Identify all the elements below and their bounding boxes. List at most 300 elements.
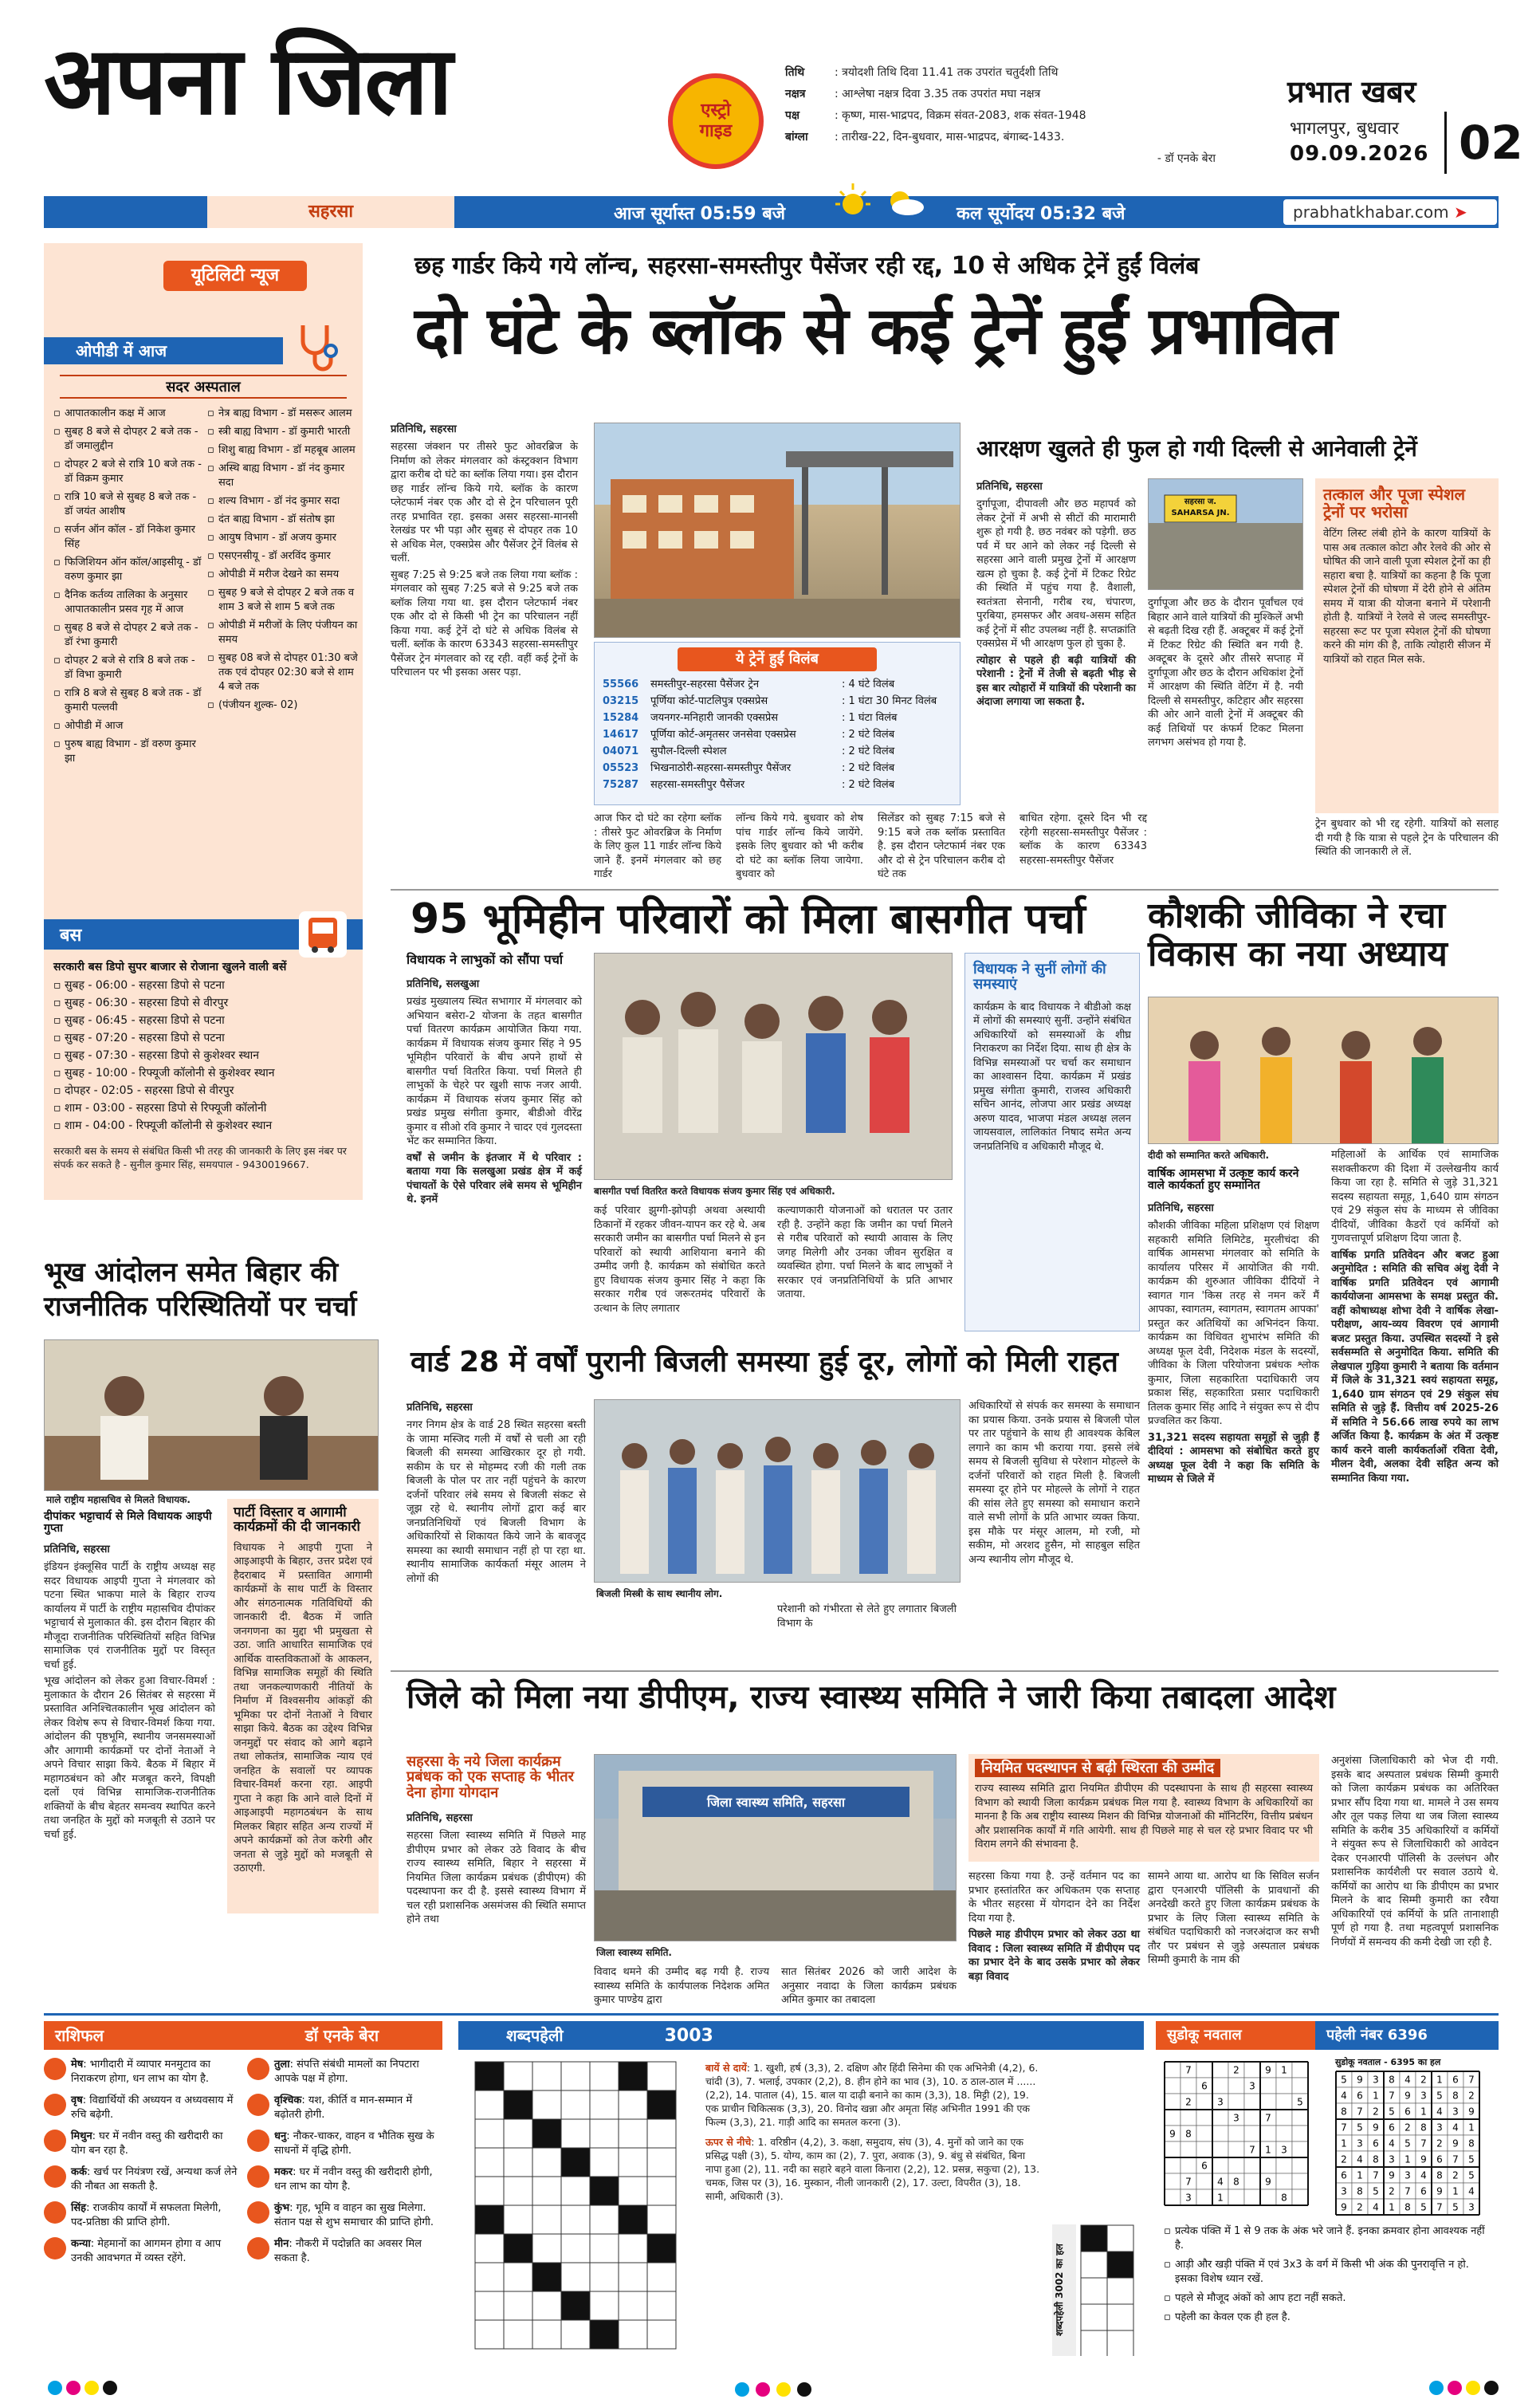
sudoku-cell[interactable]	[1228, 2189, 1244, 2205]
rashi-text: : विद्यार्थियों की अध्ययन व अध्यवसाय में रुचि बढ़ेगी.	[71, 2094, 234, 2121]
train-name: सहरसा-समस्तीपुर पैसेंजर	[650, 779, 745, 791]
sudoku-digit: 9	[1341, 2201, 1347, 2213]
crossword-cell[interactable]	[532, 2177, 561, 2205]
sudoku-cell[interactable]	[1228, 2126, 1244, 2142]
sudoku-digit: 7	[1249, 2144, 1255, 2156]
hunger-headline: भूख आंदोलन समेत बिहार की राजनीतिक परिस्थितियों पर चर्चा	[44, 1257, 357, 1323]
sudoku-digit: 4	[1357, 2153, 1363, 2165]
crossword-cell[interactable]	[619, 2263, 647, 2291]
crossword-cell[interactable]	[1081, 2252, 1107, 2278]
sudoku-cell[interactable]	[1260, 2189, 1276, 2205]
crossword-cell[interactable]	[504, 2177, 532, 2205]
crossword-cell[interactable]	[647, 2320, 676, 2349]
rashi-right	[247, 2058, 442, 2273]
crossword-cell[interactable]	[561, 2177, 590, 2205]
crossword-cell[interactable]	[619, 2320, 647, 2349]
sudoku-digit: 1	[1389, 2201, 1395, 2213]
sudoku-digit: 8	[1233, 2176, 1239, 2188]
crossword-cell	[475, 2062, 504, 2090]
crossword-cell[interactable]	[647, 2291, 676, 2320]
crossword-cell[interactable]	[561, 2234, 590, 2263]
sudoku-digit: 4	[1389, 2138, 1395, 2149]
crossword-cell[interactable]	[647, 2263, 676, 2291]
opd-item: ▫ शल्य विभाग - डॉ नंद कुमार सदा	[207, 494, 359, 509]
crossword-cell[interactable]	[475, 2177, 504, 2205]
crossword-cell[interactable]	[504, 2205, 532, 2234]
sudoku-digit: 7	[1357, 2106, 1363, 2118]
sudoku-cell[interactable]	[1165, 2173, 1181, 2189]
sudoku-cell[interactable]	[1244, 2110, 1260, 2126]
rashi-sign: वृष	[71, 2094, 83, 2106]
zodiac-icon	[44, 2094, 66, 2116]
train-name: भिखनाठोरी-सहरसा-समस्तीपुर पैसेंजर	[650, 762, 792, 774]
sudoku-digit: 6	[1373, 2138, 1379, 2149]
train-delay-table	[594, 642, 961, 805]
sudoku-digit: 5	[1373, 2185, 1379, 2197]
panchang-key: बांग्ला	[785, 131, 808, 144]
land-headline: 95 भूमिहीन परिवारों को मिला बासगीत पर्चा	[411, 895, 1086, 943]
station-sign: सहरसा ज. SAHARSA JN.	[1171, 498, 1230, 517]
crossword-cell	[619, 2205, 647, 2234]
crossword-cell[interactable]	[504, 2062, 532, 2090]
sudoku-digit: 2	[1373, 2106, 1379, 2118]
crossword-cell[interactable]	[475, 2320, 504, 2349]
rashi-item	[44, 2058, 239, 2086]
lead-bottom: आज फिर दो घंटे का रहेगा ब्लॉक : तीसरे फुट ओवरब्रिज के निर्माण के लिए कुल 11 गार्डर लॉन्च किये जाने हैं. इनमें मंगलवार को छह गार्डर लॉन्च किये गये. बुधवार को शेष पांच गार्डर लॉन्च किये जायेंगे. इसके लिए बुधवार को भी करीब दो घंटे का ब्लॉक लिया जायेगा. बुधवार को सिलेंडर को सुबह 7:15 बजे से 9:15 बजे तक ब्लॉक प्रस्तावित है. इस दौरान प्लेटफार्म नंबर एक और दो से ट्रेन परिचालन करीब दो घंटे तक बाधित रहेगा. दूसरे दिन भी रद्द रहेगी सहरसा-समस्तीपुर पैसेंजर : ब्लॉक के कारण 63343 सहरसा-समस्तीपुर पैसेंजर	[594, 812, 1147, 880]
panchang-value: : आश्लेषा नक्षत्र दिवा 3.35 तक उपरांत मघा नक्षत्र	[835, 88, 1041, 100]
sudoku-digit: 9	[1169, 2128, 1176, 2140]
reservation-headline: आरक्षण खुलते ही फुल हो गयी दिल्ली से आनेवाली ट्रेनें	[976, 435, 1417, 462]
crossword-cell[interactable]	[561, 2119, 590, 2148]
sudoku-cell[interactable]	[1228, 2078, 1244, 2094]
sudoku-digit: 7	[1373, 2169, 1379, 2181]
sudoku-digit: 4	[1468, 2185, 1475, 2197]
rashi-sign: कन्या	[71, 2238, 91, 2250]
sudoku-cell[interactable]	[1260, 2157, 1276, 2173]
train-delay: : 1 घंटा विलंब	[842, 712, 898, 724]
train-name: पूर्णिया कोर्ट-अमृतसर जनसेवा एक्सप्रेस	[650, 729, 796, 741]
crossword-cell[interactable]	[619, 2234, 647, 2263]
crossword-cell[interactable]	[590, 2263, 619, 2291]
sudoku-digit: 2	[1468, 2090, 1475, 2102]
sudoku	[1156, 2021, 1499, 2372]
sudoku-digit: 7	[1468, 2074, 1475, 2086]
sudoku-rule: ▫ प्रत्येक पंक्ति में 1 से 9 तक के अंक भरे जाने हैं. इनका क्रमवार होना आवश्यक नहीं है.	[1164, 2224, 1491, 2253]
crossword-cell[interactable]	[504, 2263, 532, 2291]
land-caption: बासगीत पर्चा वितरित करते विधायक संजय कुमार सिंह एवं अधिकारी.	[594, 1186, 835, 1197]
sudoku-digit: 7	[1436, 2201, 1443, 2213]
lead-photo	[594, 423, 961, 638]
crossword-cell[interactable]	[532, 2291, 561, 2320]
train-number: 05523	[603, 762, 639, 774]
utility-title: यूटिलिटी न्यूज	[163, 261, 307, 291]
land-col2: कई परिवार झुग्गी-झोपड़ी अथवा अस्थायी ठिकानों में रहकर जीवन-यापन कर रहे थे. अब सरकारी जमीन का बासगीत पर्चा मिलने से इन परिवारों को स्थायी आशियाना बनाने की उम्मीद जगी है. कार्यक्रम को संबोधित करते हुए विधायक संजय कुमार सिंह ने कहा कि सरकार गरीब एवं जरूरतमंद परिवारों के उत्थान के लिए लगातार	[594, 1205, 765, 1315]
sudoku-cell[interactable]	[1212, 2126, 1228, 2142]
opd-title: ओपीडी में आज	[44, 337, 283, 364]
sudoku-cell[interactable]	[1292, 2189, 1308, 2205]
table-title: ये ट्रेनें हुईं विलंब	[678, 647, 877, 671]
crossword-cell[interactable]	[1081, 2278, 1107, 2304]
sudoku-cell[interactable]	[1292, 2142, 1308, 2157]
sudoku-cell[interactable]	[1165, 2078, 1181, 2094]
crossword-cell[interactable]	[561, 2320, 590, 2349]
crossword-cell[interactable]	[475, 2148, 504, 2177]
crossword-cell[interactable]	[532, 2148, 561, 2177]
opd-item: ▫ ओपीडी में आज	[53, 719, 205, 734]
crossword-cell[interactable]	[647, 2205, 676, 2234]
electric-caption: बिजली मिस्त्री के साथ स्थानीय लोग.	[596, 1588, 723, 1599]
sudoku-digit: 5	[1436, 2090, 1443, 2102]
sudoku-cell[interactable]	[1181, 2110, 1196, 2126]
crossword-cell[interactable]	[590, 2205, 619, 2234]
sudoku-digit: 3	[1281, 2144, 1287, 2156]
sudoku-digit: 1	[1357, 2169, 1363, 2181]
opd-item: ▫ दैनिक कर्तव्य तालिका के अनुसार आपातकालीन प्रसव गृह में आज	[53, 588, 205, 617]
crossword-cell[interactable]	[475, 2263, 504, 2291]
land-col1: विधायक ने लाभुकों को सौंपा पर्चा प्रतिनिधि, सलखुआ प्रखंड मुख्यालय स्थित सभागार में मंगलवार को अभियान बसेरा-2 योजना के तहत बासगीत पर्चा वितरण कार्यक्रम आयोजित किया गया. कार्यक्रम में विधायक संजय कुमार सिंह ने 95 भूमिहीन परिवारों के बीच अपने हाथों से बासगीत पर्चा वितरित किया. पर्चा मिलते ही लाभुकों के चेहरे पर खुशी साफ नजर आयी. कार्यक्रम में विधायक संजय कुमार सिंह को प्रखंड प्रमुख संगीता कुमार, बीडीओ वीरेंद्र कुमार व सीओ रवि कुमार ने चादर एवं गुलदस्ता भेंट कर सम्मानित किया. वर्षों से जमीन के इंतजार में थे परिवार : बताया गया कि सलखुआ प्रखंड क्षेत्र में कई पंचायतों के ऐसे परिवार लंबे समय से भूमिहीन थे. इनमें	[407, 952, 582, 1206]
crossword-cell[interactable]	[504, 2291, 532, 2320]
kaushiki-caption: दीदी को सम्मानित करते अधिकारी.	[1148, 1150, 1270, 1161]
sudoku-digit: 4	[1404, 2074, 1411, 2086]
sudoku-cell[interactable]	[1181, 2142, 1196, 2157]
sudoku-digit: 7	[1265, 2112, 1271, 2124]
sudoku-cell[interactable]	[1228, 2157, 1244, 2173]
train-delay: : 2 घंटे विलंब	[842, 745, 895, 757]
sudoku-cell[interactable]	[1276, 2126, 1292, 2142]
electric-col4: अधिकारियों से संपर्क कर समस्या के समाधान का प्रयास किया. उनके प्रयास से बिजली पोल पर तार पहुंचाने के साथ ही आवश्यक केबिल लगाने का काम भी कराया गया. इससे लंबे समय से बिजली सुविधा से परेशान मोहल्ले के दर्जनों परिवारों को राहत मिली है. बिजली समस्या दूर होने पर मोहल्ले के लोगों ने राहत की सांस लेते हुए समस्या को समाधान कराने वाले सभी लोगों के प्रति आभार व्यक्त किया. इस मौके पर मंसूर आलम, मो रजी, मो सकीम, मो अरशद हुसैन, मो साहबुल सहित अन्य स्थानीय लोग मौजूद थे.	[968, 1400, 1140, 1566]
crossword-cell[interactable]	[619, 2148, 647, 2177]
crossword-cell[interactable]	[590, 2119, 619, 2148]
crossword-cell[interactable]	[1107, 2304, 1133, 2330]
sudoku-digit: 5	[1357, 2122, 1363, 2134]
sudoku-cell[interactable]	[1228, 2142, 1244, 2157]
hunger-col1: दीपांकर भट्टाचार्य से मिले विधायक आइपी गुप्ता प्रतिनिधि, सहरसा इंडियन इंक्लूसिव पार्टी के राष्ट्रीय अध्यक्ष सह सदर विधायक आइपी गुप्ता ने मंगलवार को पटना स्थित भाकपा माले के बिहार राज्य कार्यालय में पार्टी के राष्ट्रीय महासचिव दीपांकर भट्टाचार्य से मुलाकात की. इस दौरान बिहार की मौजूदा राजनीतिक परिस्थितियों सहित विभिन्न सामाजिक एवं राजनीतिक मुद्दों पर विस्तृत चर्चा हुई. भूख आंदोलन को लेकर हुआ विचार-विमर्श : मुलाकात के दौरान 26 सितंबर से सहरसा में प्रस्तावित अनिश्चितकालीन भूख आंदोलन को लेकर विशेष रूप से विचार-विमर्श किया गया. आंदोलन की पृष्ठभूमि, स्थानीय जनसमस्याओं और आगामी कार्यक्रमों पर दोनों नेताओं ने अपने विचार साझा किये. बैठक में बिहार में महागठबंधन को और मजबूत करने, विपक्षी दलों एवं विभिन्न सामाजिक-राजनीतिक शक्तियों के बीच बेहतर समन्वय स्थापित करने तथा जनहित के मुद्दों को मजबूती से उठाने पर चर्चा हुई.	[44, 1510, 216, 1841]
astro-badge: एस्ट्रो गाइड	[668, 73, 764, 169]
sudoku-cell[interactable]	[1212, 2110, 1228, 2126]
train-delay: : 4 घंटे विलंब	[842, 678, 895, 690]
land-col3: कल्याणकारी योजनाओं को धरातल पर उतार रही है. उन्होंने कहा कि जमीन का पर्चा मिलने से गरीब परिवारों को स्थायी आवास के लिए जगह मिलेगी और उनका जीवन सुरक्षित व व्यवस्थित होगा. पर्चा मिलने के बाद लाभुकों ने सरकार एवं जनप्रतिनिधियों के प्रति आभार जताया.	[777, 1205, 953, 1300]
electric-photo	[594, 1399, 961, 1583]
sudoku-rule: ▫ पहले से मौजूद अंकों को आप हटा नहीं सकते.	[1164, 2291, 1491, 2306]
rashi-item	[44, 2237, 239, 2266]
sudoku-digit: 8	[1468, 2138, 1475, 2149]
opd-item: ▫ दंत बाह्य विभाग - डॉ संतोष झा	[207, 513, 359, 527]
crossword-cell[interactable]	[504, 2119, 532, 2148]
crossword-cell[interactable]	[1107, 2225, 1133, 2252]
crossword-cell[interactable]	[590, 2090, 619, 2119]
sudoku-digit: 1	[1373, 2090, 1379, 2102]
crossword-cell[interactable]	[532, 2205, 561, 2234]
sudoku-digit: 1	[1436, 2074, 1443, 2086]
rashi-item	[44, 2094, 239, 2122]
dpm-headline: जिले को मिला नया डीपीएम, राज्य स्वास्थ्य समिति ने जारी किया तबादला आदेश	[407, 1679, 1336, 1716]
sudoku-digit: 7	[1341, 2122, 1347, 2134]
rule2	[391, 1670, 1499, 1672]
page-number: 02	[1459, 116, 1523, 170]
rashi-sign: कुंभ	[274, 2202, 290, 2214]
sudoku-cell[interactable]	[1196, 2110, 1212, 2126]
sudoku-digit: 8	[1436, 2169, 1443, 2181]
rashi-item	[247, 2165, 442, 2194]
rashi-sign: मीन	[274, 2238, 289, 2250]
sudoku-digit: 4	[1452, 2122, 1459, 2134]
train-number: 55566	[603, 678, 639, 690]
sudoku-digit: 6	[1201, 2160, 1208, 2172]
opd-item: ▫ शिशु बाह्य विभाग - डॉ महबूब आलम	[207, 443, 359, 458]
sudoku-digit: 5	[1420, 2201, 1427, 2213]
rashi-text: : संपत्ति संबंधी मामलों का निपटारा आपके पक्ष में होगा.	[274, 2059, 419, 2085]
crossword-cell[interactable]	[590, 2062, 619, 2090]
sudoku-grid[interactable]	[1164, 2061, 1315, 2212]
opd-item: ▫ सुबह 8 बजे से दोपहर 2 बजे तक - डॉ जमालुद्दीन	[53, 425, 205, 454]
rashi-item	[247, 2130, 442, 2158]
sudoku-digit: 4	[1341, 2090, 1347, 2102]
opd-item: ▫ अस्थि बाह्य विभाग - डॉ नंद कुमार सदा	[207, 462, 359, 490]
crossword-cell[interactable]	[647, 2148, 676, 2177]
sudoku-digit: 8	[1357, 2185, 1363, 2197]
issue-date: 09.09.2026	[1290, 142, 1429, 166]
sudoku-cell[interactable]	[1165, 2157, 1181, 2173]
sudoku-digit: 2	[1389, 2185, 1395, 2197]
crossword-cell[interactable]	[1107, 2278, 1133, 2304]
sudoku-digit: 9	[1389, 2169, 1395, 2181]
reservation-tail: ट्रेन बुधवार को भी रद्द रहेगी. यात्रियों को सलाह दी गयी है कि यात्रा से पहले ट्रेन के परिचालन की स्थिति की जानकारी ले लें.	[1315, 818, 1499, 858]
sudoku-cell[interactable]	[1196, 2126, 1212, 2142]
sudoku-cell[interactable]	[1244, 2173, 1260, 2189]
masthead	[0, 0, 1540, 195]
crossword-cell[interactable]	[561, 2263, 590, 2291]
crossword-cell[interactable]	[1107, 2330, 1133, 2356]
sudoku-cell[interactable]	[1165, 2189, 1181, 2205]
district-tab[interactable]: सहरसा	[207, 196, 454, 228]
bus-icon	[299, 911, 347, 958]
crossword-cell[interactable]	[590, 2148, 619, 2177]
rashifal-header: राशिफल डॉ एनके बेरा	[44, 2021, 442, 2050]
crossword-header: शब्दपहेली 3003	[458, 2021, 1144, 2050]
sudoku-cell[interactable]	[1165, 2142, 1181, 2157]
sudoku-cell[interactable]	[1276, 2094, 1292, 2110]
sudoku-cell[interactable]	[1260, 2078, 1276, 2094]
dpm-col1: सहरसा के नये जिला कार्यक्रम प्रबंधक को एक सप्ताह के भीतर देना होगा योगदान प्रतिनिधि, सहरसा सहरसा जिला स्वास्थ्य समिति में पिछले माह डीपीएम प्रभार को लेकर उठे विवाद के बीच राज्य स्वास्थ्य समिति, बिहार ने सहरसा में नियमित जिला कार्यक्रम प्रबंधक (डीपीएम) की पदस्थापना कर दी है. इससे स्वास्थ्य विभाग में चल रही प्रशासनिक असमंजस की स्थिति समाप्त होने तथा	[407, 1753, 586, 1926]
sudoku-digit: 2	[1185, 2096, 1192, 2108]
train-rows	[595, 676, 960, 793]
sudoku-digit: 8	[1420, 2122, 1427, 2134]
crossword-solution-label: शब्दपहेली 3002 का हल	[1052, 2224, 1076, 2356]
sudoku-digit: 6	[1357, 2090, 1363, 2102]
sudoku-cell[interactable]	[1212, 2142, 1228, 2157]
zodiac-icon	[44, 2130, 66, 2152]
train-name: सुपौल-दिल्ली स्पेशल	[650, 745, 727, 757]
crossword-cell[interactable]	[532, 2320, 561, 2349]
rashi-item	[247, 2237, 442, 2266]
sudoku-digit: 2	[1452, 2169, 1459, 2181]
sudoku-cell[interactable]	[1244, 2157, 1260, 2173]
lead-headline: दो घंटे के ब्लॉक से कई ट्रेनें हुईं प्रभावित	[414, 293, 1337, 369]
crossword-grid[interactable]	[474, 2061, 689, 2356]
crossword-cell[interactable]	[475, 2090, 504, 2119]
train-row	[595, 726, 960, 743]
crossword-cell[interactable]	[1081, 2330, 1107, 2356]
crossword-cell	[1107, 2252, 1133, 2278]
opd-item: ▫ सर्जन ऑन कॉल - डॉ निकेश कुमार सिंह	[53, 523, 205, 552]
crossword-cell[interactable]	[475, 2119, 504, 2148]
zodiac-icon	[44, 2165, 66, 2188]
sudoku-cell[interactable]	[1244, 2062, 1260, 2078]
zodiac-icon	[44, 2058, 66, 2080]
hospital-title: सदर अस्पताल	[60, 375, 347, 399]
zodiac-icon	[44, 2201, 66, 2224]
crossword-cell[interactable]	[504, 2320, 532, 2349]
sudoku-digit: 5	[1404, 2138, 1411, 2149]
registration-center	[735, 2382, 811, 2397]
crossword-cell	[504, 2090, 532, 2119]
lead-kicker: छह गार्डर किये गये लॉन्च, सहरसा-समस्तीपुर पैसेंजर रही रद्द, 10 से अधिक ट्रेनें हुईं विलंब	[414, 252, 1200, 280]
panchang-row	[785, 84, 1216, 105]
panchang-key: पक्ष	[785, 109, 799, 122]
opd-item: ▫ सुबह 8 बजे से दोपहर 2 बजे तक - डॉ रंभा कुमारी	[53, 621, 205, 650]
zodiac-icon	[247, 2130, 269, 2152]
sudoku-digit: 7	[1389, 2090, 1395, 2102]
bus-list	[53, 978, 356, 1136]
divider	[1444, 112, 1447, 174]
sudoku-digit: 3	[1468, 2201, 1475, 2213]
zodiac-icon	[247, 2237, 269, 2260]
hunger-box: पार्टी विस्तार व आगामी कार्यक्रमों की दी जानकारी विधायक ने आइपी गुप्ता ने आइआइपी के बिहार, उत्तर प्रदेश एवं हैदराबाद में प्रस्तावित आगामी कार्यक्रमों के साथ पार्टी के विस्तार और संगठनात्मक गतिविधियों की जानकारी दी. बैठक में जाति जनगणना का मुद्दा भी प्रमुखता से उठा. जाति आधारित सामाजिक एवं आर्थिक वास्तविकताओं के आकलन, विभिन्न सामाजिक समूहों की स्थिति तथा जनकल्याणकारी नीतियों के निर्माण में विश्वसनीय आंकड़ों की भूमिका पर दोनों नेताओं ने विचार साझा किये. बैठक का उद्देश्य विभिन्न जनमुद्दों पर संवाद को आगे बढ़ाने तथा लोकतंत्र, सामाजिक न्याय एवं जनहित के सवालों पर व्यापक विचार-विमर्श करना रहा. आइपी गुप्ता ने कहा कि आने वाले दिनों में आइआइपी महागठबंधन के साथ मिलकर बिहार सहित अन्य राज्यों में अपने कार्यक्रमों को तेज करेगी और जनता से जुड़े मुद्दों को मजबूती से उठाएगी.	[227, 1499, 379, 1913]
crossword-cell	[647, 2090, 676, 2119]
crossword-cell[interactable]	[590, 2234, 619, 2263]
crossword-cell[interactable]	[561, 2205, 590, 2234]
sudoku-digit: 9	[1436, 2185, 1443, 2197]
sudoku-cell[interactable]	[1292, 2062, 1308, 2078]
train-delay: : 2 घंटे विलंब	[842, 729, 895, 741]
sudoku-cell[interactable]	[1276, 2078, 1292, 2094]
opd-item: ▫ ओपीडी में मरीज देखने का समय	[207, 568, 359, 582]
sudoku-cell[interactable]	[1165, 2110, 1181, 2126]
sudoku-digit: 8	[1373, 2153, 1379, 2165]
crossword-cell[interactable]	[1081, 2304, 1107, 2330]
sudoku-cell[interactable]	[1181, 2157, 1196, 2173]
sudoku-cell[interactable]	[1292, 2078, 1308, 2094]
crossword-cell[interactable]	[475, 2234, 504, 2263]
sudoku-cell[interactable]	[1196, 2094, 1212, 2110]
crossword-cell	[475, 2205, 504, 2234]
sudoku-cell[interactable]	[1260, 2094, 1276, 2110]
sudoku-digit: 8	[1404, 2201, 1411, 2213]
rashi-item	[247, 2058, 442, 2086]
crossword-cell[interactable]	[647, 2062, 676, 2090]
opd-item: ▫ आपातकालीन कक्ष में आज	[53, 407, 205, 421]
office-board: जिला स्वास्थ्य समिति, सहरसा	[706, 1795, 846, 1810]
crossword-cell[interactable]	[475, 2291, 504, 2320]
opd-item: ▫ रात्रि 8 बजे से सुबह 8 बजे तक - डॉ कुमारी पल्लवी	[53, 686, 205, 715]
sudoku-cell[interactable]	[1276, 2110, 1292, 2126]
train-delay: : 1 घंटा 30 मिनट विलंब	[842, 695, 937, 707]
sudoku-digit: 1	[1468, 2122, 1475, 2134]
sudoku-cell[interactable]	[1196, 2173, 1212, 2189]
sudoku-cell[interactable]	[1292, 2126, 1308, 2142]
hunger-caption: माले राष्ट्रीय महासचिव से मिलते विधायक.	[46, 1494, 191, 1505]
sudoku-digit: 2	[1420, 2074, 1427, 2086]
crossword-cell[interactable]	[561, 2090, 590, 2119]
crossword-cell[interactable]	[561, 2062, 590, 2090]
crossword-cell[interactable]	[619, 2177, 647, 2205]
sudoku-cell[interactable]	[1212, 2078, 1228, 2094]
sudoku-digit: 2	[1436, 2138, 1443, 2149]
sudoku-cell[interactable]	[1244, 2126, 1260, 2142]
sudoku-cell[interactable]	[1196, 2189, 1212, 2205]
sudoku-cell[interactable]	[1276, 2157, 1292, 2173]
lead-text-col: प्रतिनिधि, सहरसा सहरसा जंक्शन पर तीसरे फुट ओवरब्रिज के निर्माण को लेकर मंगलवार को कंस्ट्रक्शन विभाग द्वारा करीब दो घंटे का ब्लॉक लिया गया। इस दौरान छह गार्डर लॉन्च किये गये. ब्लॉक के कारण प्लेटफार्म नंबर एक और दो से ट्रेन परिचालन पूरी तरह प्रभावित रहा. इसका असर सहरसा-मानसी रेलखंड पर भी पड़ा और सुबह से दोपहर तक 10 से अधिक मेल, एक्सप्रेस और पैसेंजर ट्रेनें विलंब से चलीं. सुबह 7:25 से 9:25 बजे तक लिया गया ब्लॉक : मंगलवार को सुबह 7:25 बजे से 9:25 बजे तक ब्लॉक लिया गया था. इस दौरान प्लेटफार्म नंबर एक और दो से किसी भी ट्रेन का परिचालन नहीं किया गया. कई ट्रेनें दो घंटे से अधिक विलंब से चलीं. ब्लॉक के कारण 63343 सहरसा-समस्तीपुर पैसेंजर ट्रेन मंगलवार को रद्द रही. वहीं कई ट्रेनों के परिचालन पर भी इसका असर पड़ा.	[391, 423, 578, 678]
kaushiki-photo	[1148, 997, 1499, 1144]
dpm-photo	[594, 1754, 957, 1941]
sudoku-digit: 3	[1452, 2106, 1459, 2118]
crossword-cell[interactable]	[590, 2291, 619, 2320]
crossword-cell	[532, 2263, 561, 2291]
sudoku-cell[interactable]	[1212, 2062, 1228, 2078]
sudoku-digit: 4	[1436, 2106, 1443, 2118]
sudoku-digit: 5	[1468, 2153, 1475, 2165]
sudoku-digit: 6	[1389, 2122, 1395, 2134]
opd-item: ▫ रात्रि 10 बजे से सुबह 8 बजे तक - डॉ जयंत आशीष	[53, 490, 205, 519]
sudoku-cell[interactable]	[1212, 2157, 1228, 2173]
bus-note: सरकारी बस के समय से संबंधित किसी भी तरह की जानकारी के लिए इस नंबर पर संपर्क कर सकते है - सुनील कुमार सिंह, समयपाल - 9430019667.	[53, 1145, 347, 1170]
sudoku-cell[interactable]	[1292, 2110, 1308, 2126]
crossword-cell[interactable]	[647, 2177, 676, 2205]
train-number: 14617	[603, 729, 639, 741]
sudoku-cell[interactable]	[1228, 2094, 1244, 2110]
sudoku-digit: 5	[1452, 2201, 1459, 2213]
bus-item: ▫ शाम - 04:00 - रिफ्यूजी कॉलोनी से कुशेश्वर स्थान	[53, 1119, 356, 1133]
bus-item: ▫ दोपहर - 02:05 - सहरसा डिपो से वीरपुर	[53, 1084, 356, 1098]
sudoku-cell[interactable]	[1196, 2062, 1212, 2078]
sudoku-digit: 9	[1265, 2064, 1271, 2076]
sudoku-cell[interactable]	[1276, 2173, 1292, 2189]
crossword-cell[interactable]	[532, 2062, 561, 2090]
sudoku-cell[interactable]	[1165, 2062, 1181, 2078]
panchang-row	[785, 127, 1216, 148]
crossword-cell	[590, 2177, 619, 2205]
crossword-cell[interactable]	[619, 2119, 647, 2148]
opd-item: ▫ दोपहर 2 बजे से रात्रि 10 बजे तक - डॉ विक्रम कुमार	[53, 458, 205, 486]
sudoku-cell[interactable]	[1292, 2157, 1308, 2173]
sudoku-cell[interactable]	[1260, 2126, 1276, 2142]
sudoku-digit: 9	[1357, 2074, 1363, 2086]
sudoku-cell[interactable]	[1244, 2094, 1260, 2110]
opd-item: ▫ स्त्री बाह्य विभाग - डॉ कुमारी भारती	[207, 425, 359, 439]
rashi-sign: मकर	[274, 2166, 293, 2178]
crossword-cell[interactable]	[619, 2291, 647, 2320]
reservation-col1: प्रतिनिधि, सहरसा दुर्गापूजा, दीपावली और छठ महापर्व को लेकर ट्रेनों में अभी से सीटों की मारामारी शुरू हो गयी है. छठ नवंबर को पड़ेगी. छठ पर्व में घर आने को लेकर नई दिल्ली से सहरसा आने वाली प्रमुख ट्रेनों में आरक्षण खत्म हो चुका है. कई ट्रेनों में टिकट रिग्रेट की स्थिति में पहुंच गया है. वैशाली, स्वतंत्रता सेनानी, गरीब रथ, चंपारण, पुरबिया, हमसफर और अवध-असम सहित कई ट्रेनों में सीट उपलब्ध नहीं है. सप्तक्रांति एक्सप्रेस में भी आरक्षण फुल हो चुका है. त्योहार से पहले ही बढ़ी यात्रियों की परेशानी : ट्रेनों में तेजी से बढ़ती भीड़ से इस बार त्योहारों में यात्रियों की परेशानी का अंदाजा लगाया जा सकता है.	[976, 481, 1136, 708]
train-name: समस्तीपुर-सहरसा पैसेंजर ट्रेन	[650, 678, 760, 690]
bus-item: ▫ सुबह - 10:00 - रिफ्यूजी कॉलोनी से कुशेश्वर स्थान	[53, 1066, 356, 1080]
sudoku-cell[interactable]	[1292, 2173, 1308, 2189]
crossword-cell[interactable]	[532, 2090, 561, 2119]
sudoku-digit: 4	[1420, 2169, 1427, 2181]
sudoku-cell[interactable]	[1165, 2094, 1181, 2110]
sun-icon	[829, 180, 877, 220]
sudoku-cell[interactable]	[1181, 2078, 1196, 2094]
crossword-cell	[619, 2062, 647, 2090]
website-link[interactable]: prabhatkhabar.com ➤	[1283, 199, 1497, 225]
crossword-cell[interactable]	[504, 2148, 532, 2177]
crossword-cell[interactable]	[532, 2234, 561, 2263]
crossword-cell[interactable]	[619, 2090, 647, 2119]
panchang-row	[785, 148, 1216, 170]
sudoku-cell[interactable]	[1196, 2142, 1212, 2157]
sudoku-cell[interactable]	[1244, 2189, 1260, 2205]
crossword-cell	[561, 2291, 590, 2320]
crossword-cell[interactable]	[647, 2119, 676, 2148]
